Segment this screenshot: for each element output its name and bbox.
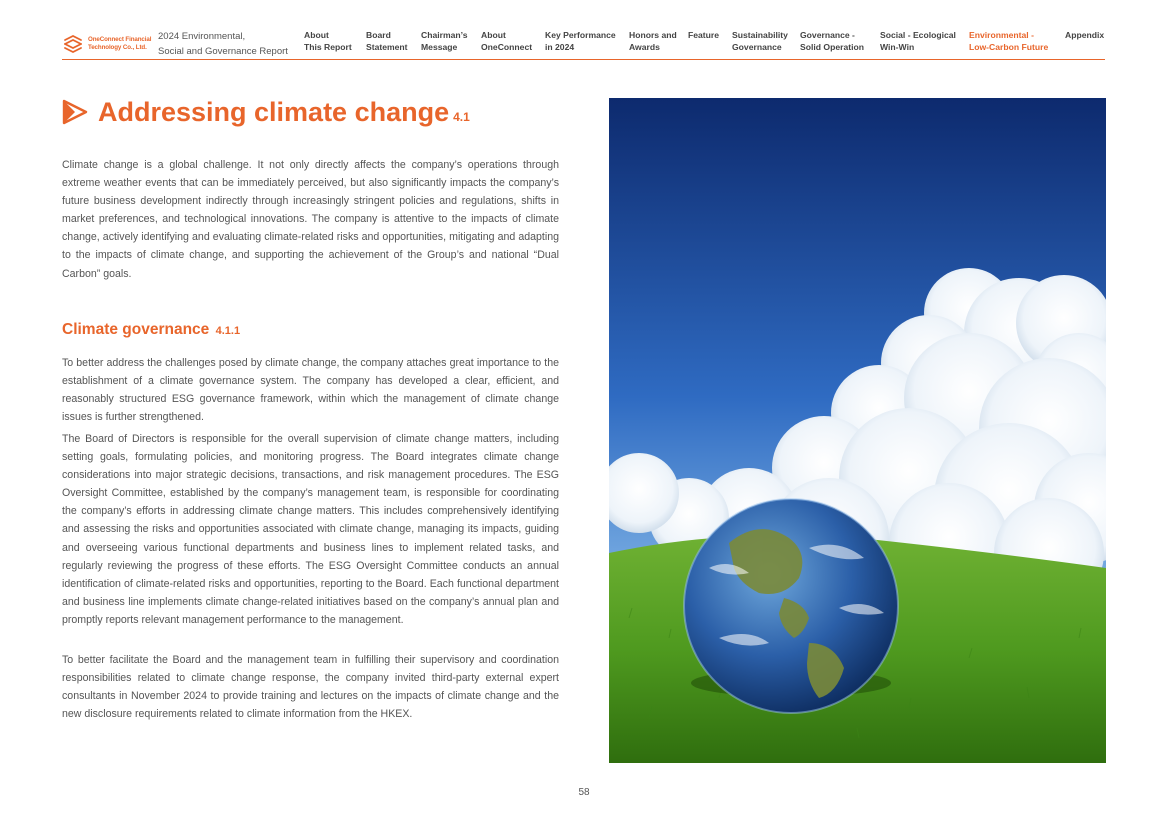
- nav-sustainability-governance[interactable]: Sustainability Governance: [732, 30, 788, 52]
- governance-paragraph-3: To better facilitate the Board and the management team in fulfilling their supervisory and coordination responsibilities related to climate change response, the company invited third-party external expert consultants in November 2024 to provide training and lectures on the impacts of climate change and the new disclosure requirements related to climate information from the HKEX.: [62, 654, 559, 721]
- report-title: [158, 29, 288, 59]
- nav-environmental-low-carbon[interactable]: Environmental - Low-Carbon Future: [969, 30, 1049, 52]
- intro-paragraph: Climate change is a global challenge. It not only directly affects the company’s operations through extreme weather events that can be immediately perceived, but also significantly impacts the company’s future business development indirectly through increasingly stringent policies and regulations, shifts in market preferences, and technological innovations. The company is attentive to the impacts of climate change, actively identifying and evaluating climate-related risks and opportunities, mitigating and adapting to the impacts of climate change, and supporting the achievement of the Group’s and national “Dual Carbon” goals.: [62, 159, 559, 280]
- company-logo[interactable]: [62, 33, 154, 55]
- logo-line-2: Technology Co., Ltd.: [88, 44, 147, 51]
- nav-governance-solid-operation[interactable]: Governance - Solid Operation: [800, 30, 864, 52]
- nav-feature[interactable]: Feature: [688, 30, 720, 40]
- nav-board-statement[interactable]: Board Statement: [366, 30, 408, 52]
- section-number: 4.1: [453, 110, 470, 124]
- nav-key-performance[interactable]: Key Performance in 2024: [545, 30, 616, 52]
- logo-icon: [62, 33, 84, 55]
- section-heading: [62, 92, 470, 132]
- report-title-line-2: Social and Governance Report: [158, 46, 288, 57]
- section-title: Addressing climate change: [98, 96, 450, 127]
- page-number: 58: [578, 787, 590, 798]
- nav-social-ecological[interactable]: Social - Ecological Win-Win: [880, 30, 956, 52]
- subsection-title: Climate governance: [62, 321, 210, 338]
- nav-about-oneconnect[interactable]: About OneConnect: [481, 30, 533, 52]
- page-header: [62, 28, 1105, 60]
- governance-paragraph-2: The Board of Directors is responsible for the overall supervision of climate change matters, including setting goals, formulating policies, and monitoring progress. The Board integrates climate change considerations into major strategic decisions, transactions, and risk management procedures. The ESG Oversight Committee, established by the company’s management team, is responsible for coordinating the company’s efforts in addressing climate change matters. This includes comprehensively identifying and assessing the risks and opportunities associated with climate change, managing its impacts, guiding and overseeing various functional departments and business lines to implement related tasks, and regularly reviewing the progress of these efforts. The ESG Oversight Committee conducts an annual identification of climate-related risks and opportunities, reporting to the Board. Each functional department and business line implements climate change-related initiatives based on the company’s annual plan and promptly reports relevant management performance to the management.: [62, 433, 559, 626]
- nav-about-this-report[interactable]: About This Report: [304, 30, 352, 52]
- governance-paragraph-1: To better address the challenges posed by climate change, the company attaches great importance to the establishment of a climate governance system. The company has developed a clear, efficient, and reasonably structured ESG governance framework, within which the management of climate change issues is further strengthened.: [62, 357, 559, 424]
- report-title-line-1: 2024 Environmental,: [158, 31, 246, 42]
- nav-appendix[interactable]: Appendix: [1065, 30, 1105, 40]
- logo-line-1: OneConnect Financial: [88, 36, 152, 43]
- nav-chairmans-message[interactable]: Chairman’s Message: [421, 30, 468, 52]
- subsection-heading: [62, 321, 240, 339]
- subsection-number: 4.1.1: [215, 325, 241, 337]
- earth-on-grass-photo: [609, 98, 1106, 763]
- nav-honors-awards[interactable]: Honors and Awards: [629, 30, 677, 52]
- play-arrow-icon: [62, 99, 88, 125]
